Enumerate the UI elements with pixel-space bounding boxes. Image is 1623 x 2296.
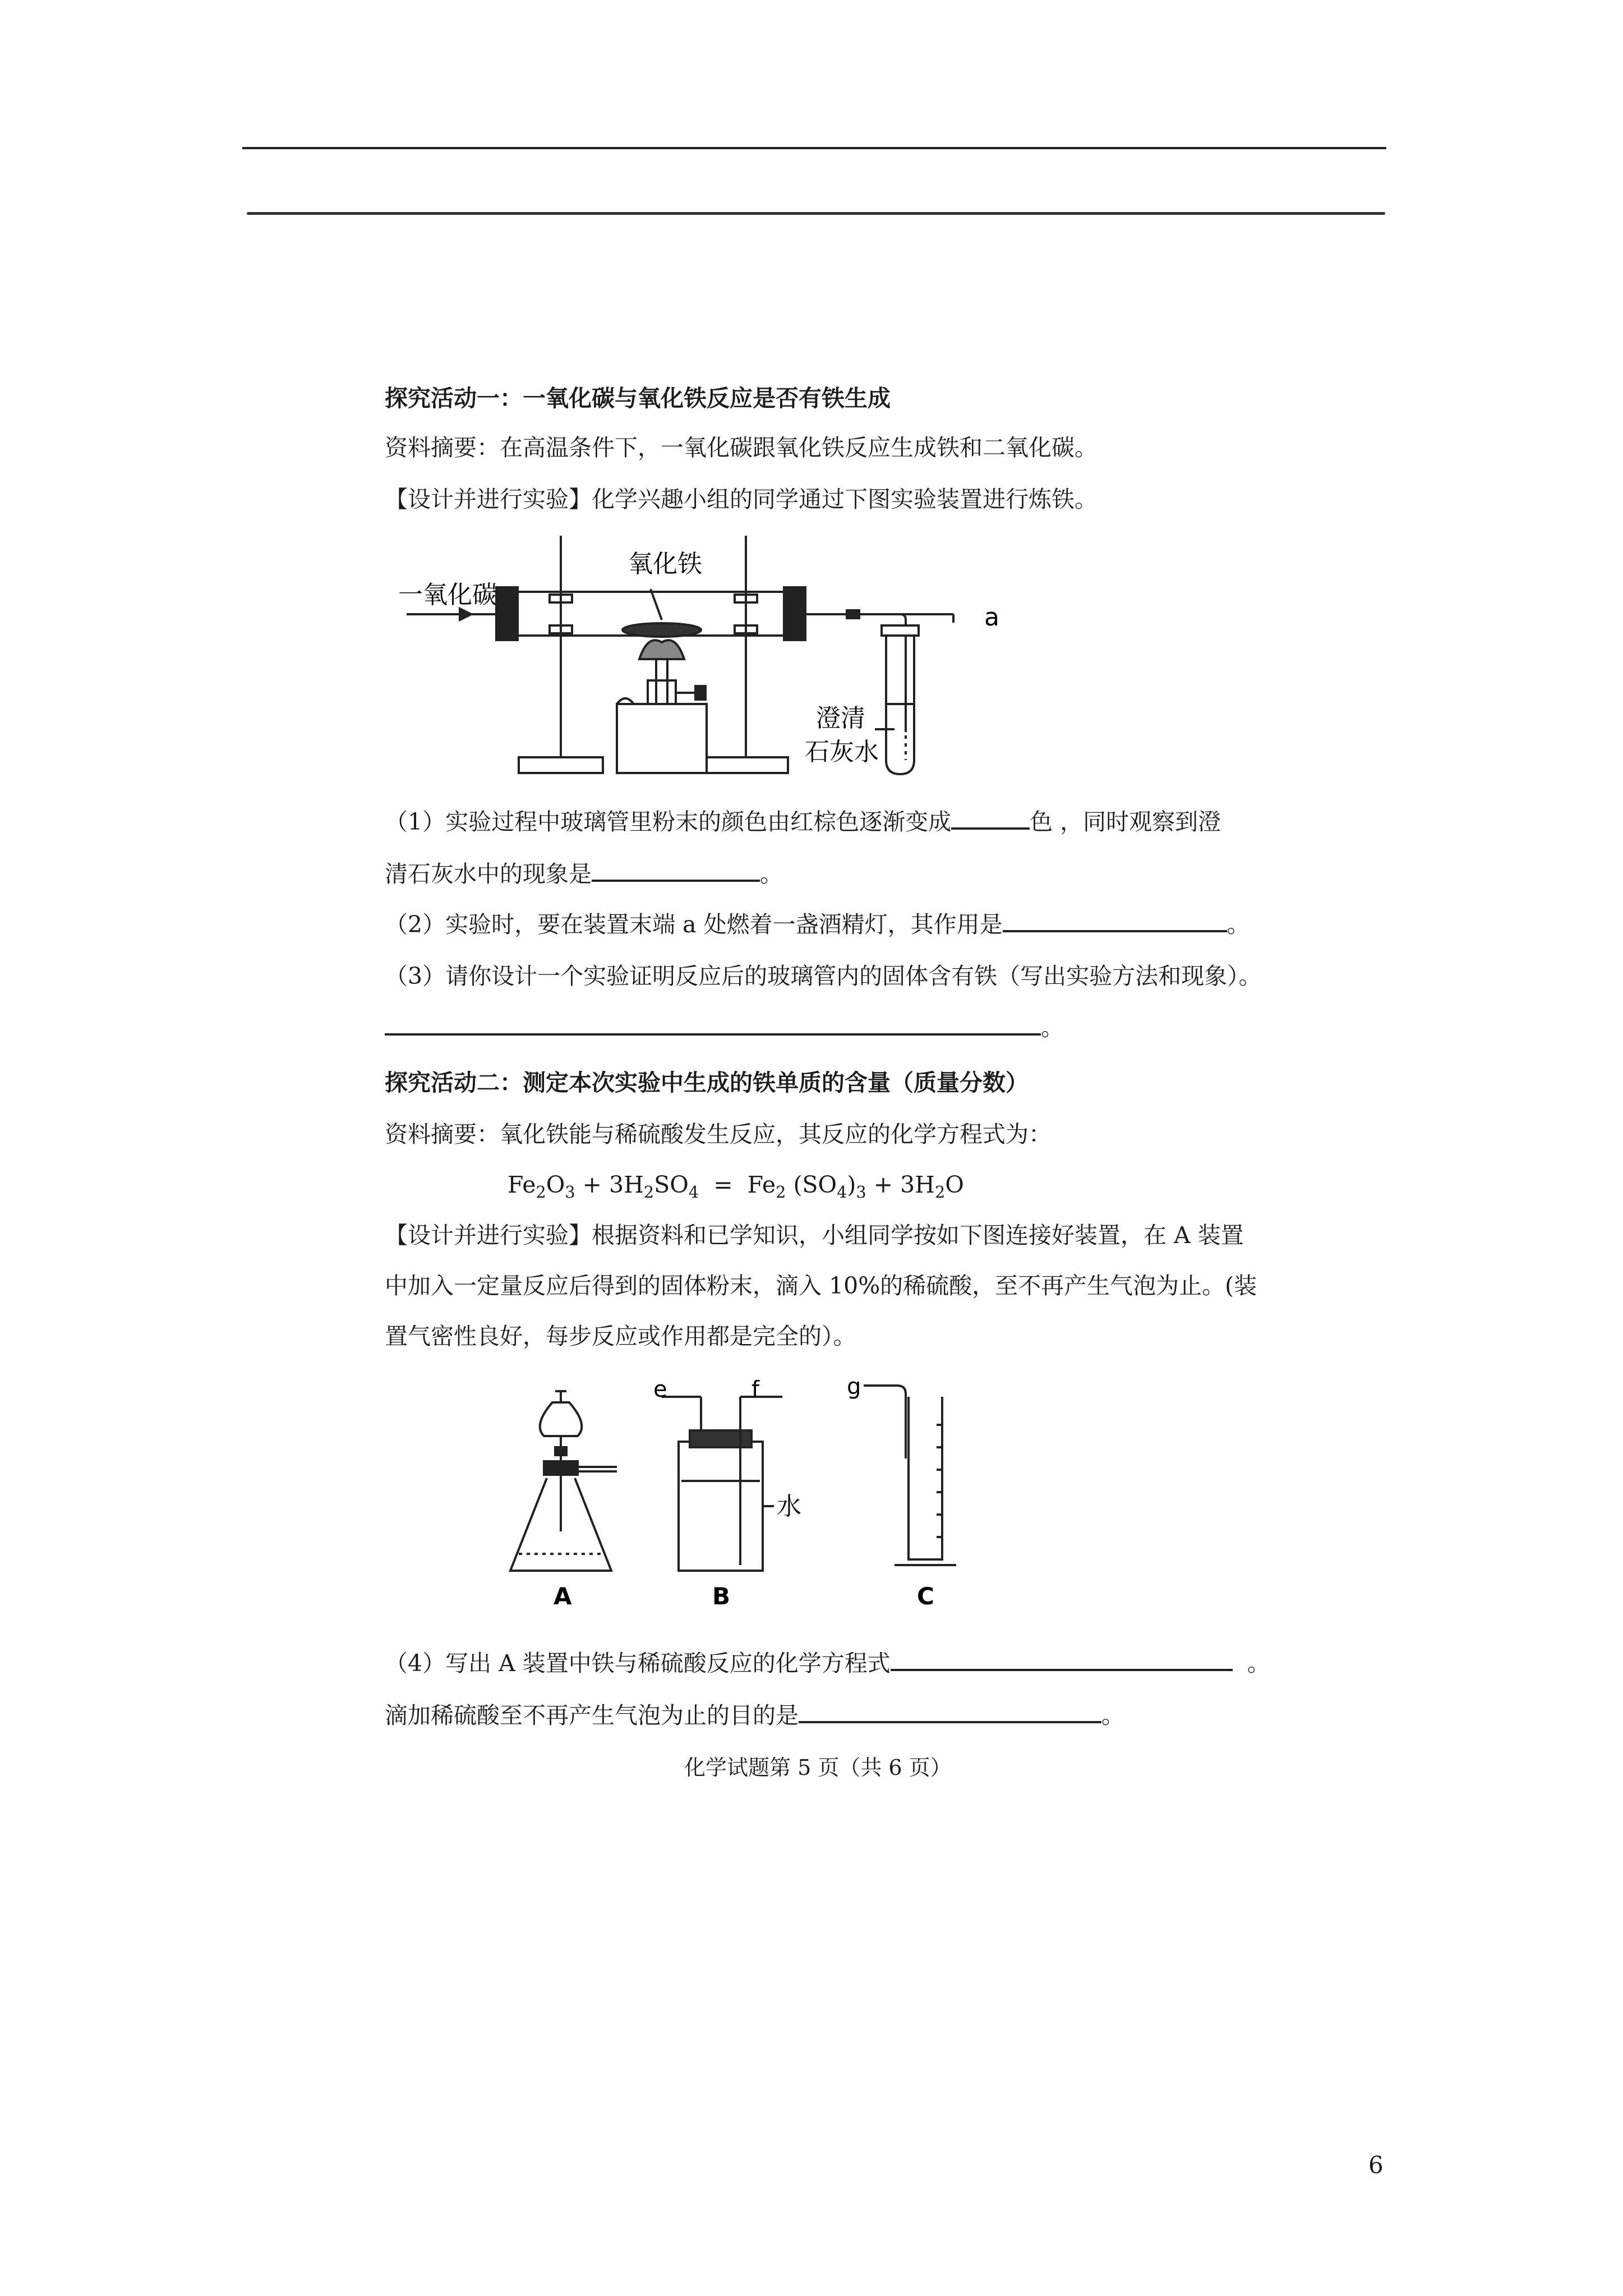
- equation-fe2o3-h2so4: $Fe_2O_3 + 3H_2SO_4 = Fe_2$ $(SO_4)_3 + 3H_2O$: [508, 1171, 964, 1202]
- activity1-title: 探究活动一：一氧化碳与氧化铁反应是否有铁生成: [385, 385, 891, 412]
- limewater-label-1: 澄清: [816, 704, 865, 733]
- port-f-label: f: [751, 1380, 760, 1402]
- activity2-design-2: 中加入一定量反应后得到的固体粉末，滴入 10%的稀硫酸，至不再产生气泡为止。(装: [385, 1272, 1257, 1299]
- port-g-label: g: [847, 1380, 861, 1400]
- answer-blank-4a[interactable]: [891, 1652, 1233, 1671]
- activity2-title: 探究活动二：测定本次实验中生成的铁单质的含量（质量分数）: [385, 1069, 1029, 1096]
- question-4-line-2: 滴加稀硫酸至不再产生气泡为止的目的是 。: [385, 1702, 1124, 1729]
- gas-measurement-apparatus-figure: [505, 1380, 1150, 1621]
- port-e-label: e: [653, 1380, 667, 1402]
- co-label: 一氧化碳: [398, 581, 497, 609]
- apparatus-a-label: A: [554, 1582, 572, 1610]
- question-1-line-1: （1）实验过程中玻璃管里粉末的颜色由红棕色逐渐变成 色 ，同时观察到澄: [385, 808, 1221, 835]
- activity2-design-1: 【设计并进行实验】根据资料和已学知识，小组同学按如下图连接好装置，在 A 装置: [385, 1222, 1244, 1249]
- apparatus-c-label: C: [917, 1582, 934, 1610]
- activity1-design: 【设计并进行实验】化学兴趣小组的同学通过下图实验装置进行炼铁。: [385, 486, 1098, 513]
- page-footer: 化学试题第 5 页（共 6 页）: [684, 1755, 952, 1780]
- question-3-answer: 。: [385, 1016, 1064, 1039]
- activity1-info: 资料摘要：在高温条件下，一氧化碳跟氧化铁反应生成铁和二氧化碳。: [385, 434, 1098, 461]
- limewater-label-2: 石灰水: [805, 738, 879, 766]
- answer-blank-1b[interactable]: [592, 863, 760, 882]
- iron-smelting-apparatus-figure: [393, 536, 1099, 783]
- outlet-a-label: a: [984, 603, 999, 632]
- page-number: 6: [1368, 2151, 1384, 2179]
- question-4-line-1: （4）写出 A 装置中铁与稀硫酸反应的化学方程式 。: [385, 1650, 1270, 1677]
- fe2o3-label: 氧化铁: [628, 550, 702, 578]
- scan-rule: [247, 212, 1385, 215]
- answer-blank-1a[interactable]: [951, 811, 1030, 830]
- answer-blank-2[interactable]: [1003, 913, 1227, 932]
- question-1-line-2: 清石灰水中的现象是 。: [385, 861, 783, 887]
- activity2-design-3: 置气密性良好，每步反应或作用都是完全的）。: [385, 1323, 856, 1350]
- answer-blank-3[interactable]: [385, 1016, 1041, 1036]
- question-3: （3）请你设计一个实验证明反应后的玻璃管内的固体含有铁（写出实验方法和现象）。: [385, 963, 1262, 990]
- answer-blank-4b[interactable]: [799, 1704, 1101, 1723]
- water-label: 水: [777, 1492, 801, 1521]
- activity2-info: 资料摘要：氧化铁能与稀硫酸发生反应，其反应的化学方程式为：: [385, 1121, 1052, 1148]
- header-rule: [242, 147, 1386, 149]
- apparatus-b-label: B: [712, 1582, 731, 1610]
- question-2: （2）实验时，要在装置末端 a 处燃着一盏酒精灯，其作用是 。: [385, 911, 1250, 938]
